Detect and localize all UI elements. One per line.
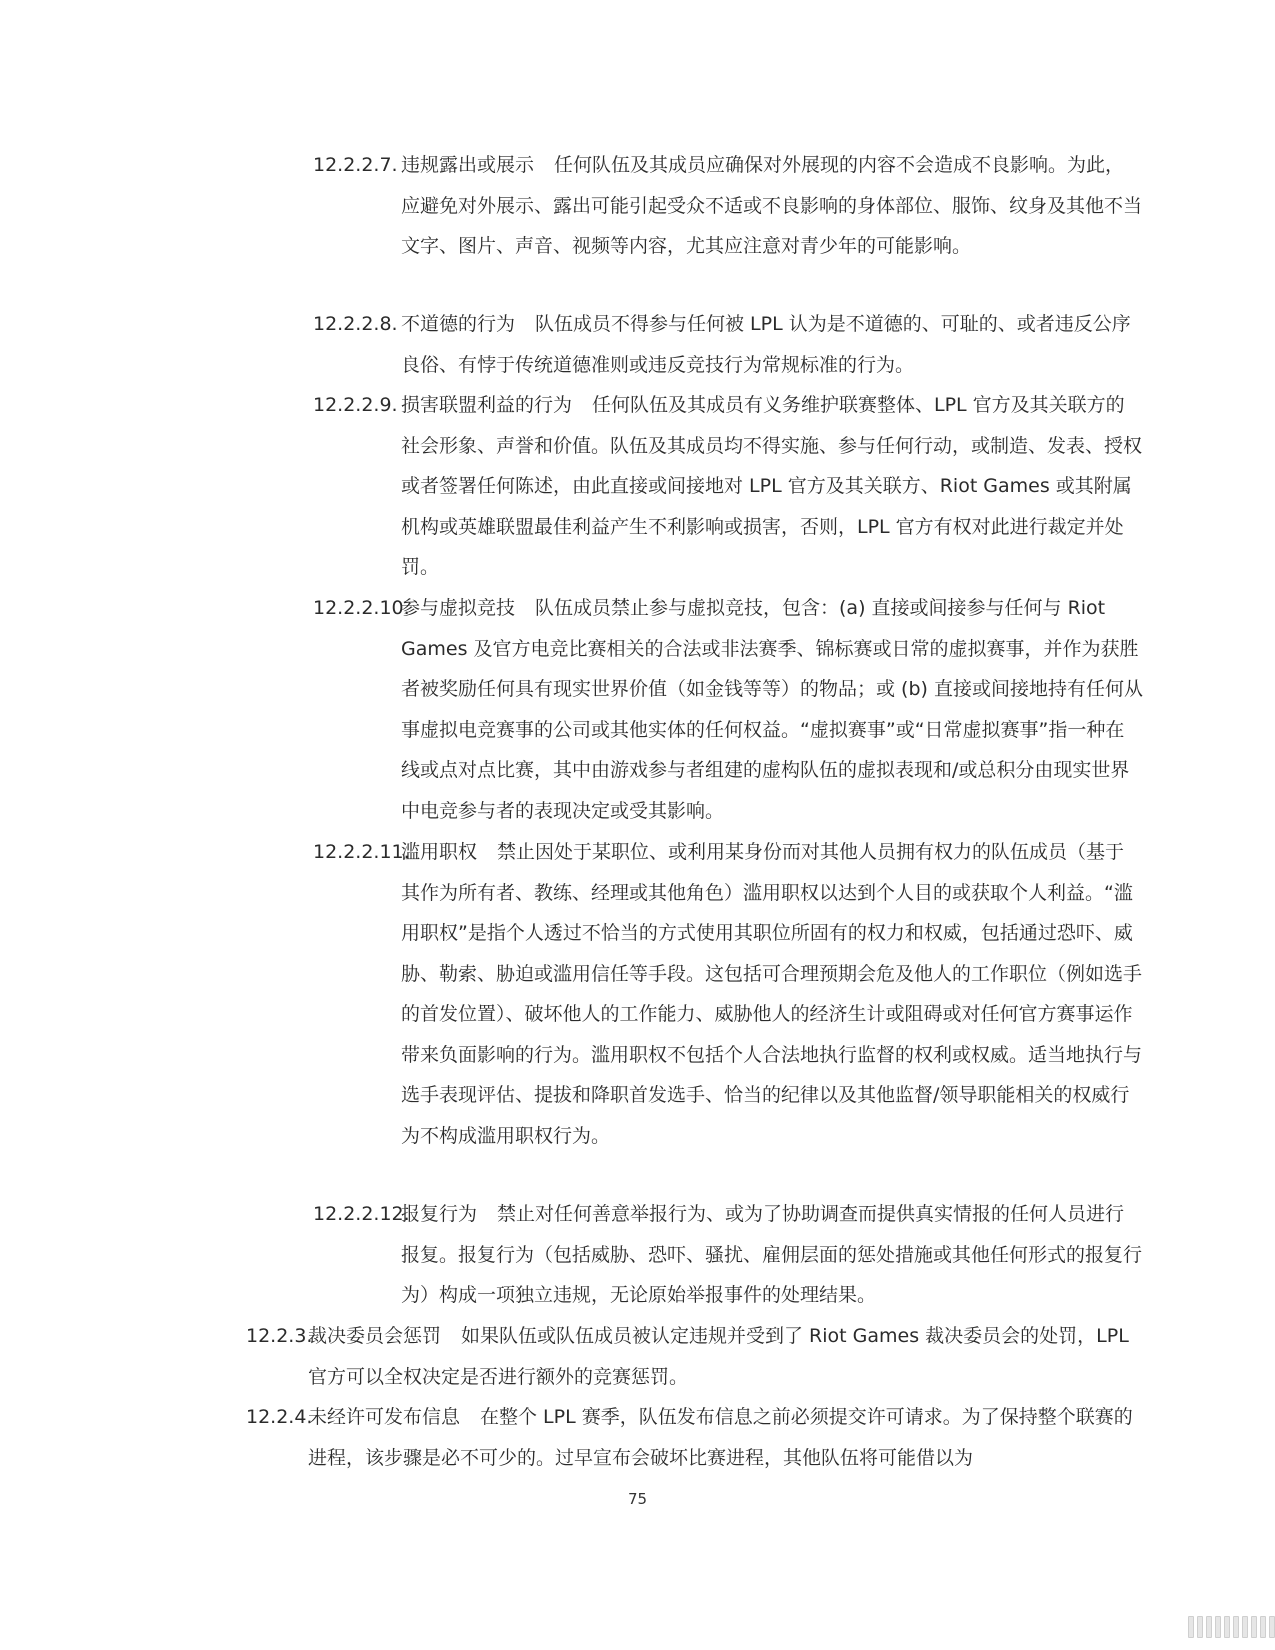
clause-title: 裁决委员会惩罚 [308, 1325, 442, 1347]
clause-12-2-2-8 [313, 304, 1143, 385]
clause-text: 如果队伍或队伍成员被认定违规并受到了 Riot Games 裁决委员会的处罚，LPL 官方可以全权决定是否进行额外的竞赛惩罚。 [308, 1325, 1129, 1388]
clause-text: 任何队伍及其成员有义务维护联赛整体、LPL 官方及其关联方的社会形象、声誉和价值。队伍及其成员均不得实施、参与任何行动，或制造、发表、授权或者签署任何陈述，由此直接或间接地对 LPL 官方及其关联方、Riot Games 或其附属机构或英雄联盟最佳利益产生不利影响或损害，否则，LPL 官方有权对此进行裁定并处罚。 [401, 394, 1143, 578]
watermark-bar [1206, 1616, 1212, 1638]
clause-12-2-3 [246, 1316, 1143, 1397]
clause-title: 报复行为 [401, 1203, 478, 1225]
clause-12-2-2-10 [313, 588, 1143, 831]
clause-body [401, 145, 1143, 267]
clause-number: 12.2.2.10. [313, 597, 410, 619]
clause-number: 12.2.4. [246, 1406, 313, 1428]
clause-body [401, 588, 1143, 831]
clause-12-2-2-11 [313, 832, 1143, 1156]
watermark-bar [1188, 1616, 1194, 1638]
clause-number: 12.2.2.11. [313, 841, 410, 863]
clause-body [401, 832, 1143, 1156]
clause-title: 未经许可发布信息 [308, 1406, 461, 1428]
clause-body [401, 385, 1143, 588]
clause-text: 队伍成员禁止参与虚拟竞技，包含：(a) 直接或间接参与任何与 Riot Games 及官方电竞比赛相关的合法或非法赛季、锦标赛或日常的虚拟赛事，并作为获胜者被奖励任何具有现实世界价值（如金钱等等）的物品；或 (b) 直接或间接地持有任何从事虚拟电竞赛事的公司或其他实体的任何权益。“虚拟赛事”或“日常虚拟赛事”指一种在线或点对点比赛，其中由游戏参与者组建的虚构队伍的虚拟表现和/或总积分由现实世界中电竞参与者的表现决定或受其影响。 [401, 597, 1143, 822]
watermark-bar [1215, 1616, 1221, 1638]
watermark-bars [1188, 1616, 1275, 1638]
clause-body [401, 304, 1143, 385]
watermark-bar [1224, 1616, 1230, 1638]
clause-12-2-2-7 [313, 145, 1143, 267]
watermark-bar [1269, 1616, 1275, 1638]
clause-number: 12.2.2.12. [313, 1203, 410, 1225]
watermark-bar [1251, 1616, 1257, 1638]
clause-number: 12.2.2.9. [313, 394, 398, 416]
clause-12-2-2-12 [313, 1194, 1143, 1316]
clause-text: 禁止因处于某职位、或利用某身份而对其他人员拥有权力的队伍成员（基于其作为所有者、教练、经理或其他角色）滥用职权以达到个人目的或获取个人利益。“滥用职权”是指个人透过不恰当的方式使用其职位所固有的权力和权威，包括通过恐吓、威胁、勒索、胁迫或滥用信任等手段。这包括可合理预期会危及他人的工作职位（例如选手的首发位置）、破坏他人的工作能力、威胁他人的经济生计或阻碍或对任何官方赛事运作带来负面影响的行为。滥用职权不包括个人合法地执行监督的权利或权威。适当地执行与选手表现评估、提拔和降职首发选手、恰当的纪律以及其他监督/领导职能相关的权威行为不构成滥用职权行为。 [401, 841, 1143, 1147]
clause-12-2-4 [246, 1397, 1143, 1478]
watermark-bar [1242, 1616, 1248, 1638]
clause-number: 12.2.2.7. [313, 154, 398, 176]
clause-title: 不道德的行为 [401, 313, 516, 335]
clause-text: 任何队伍及其成员应确保对外展现的内容不会造成不良影响。为此，应避免对外展示、露出可能引起受众不适或不良影响的身体部位、服饰、纹身及其他不当文字、图片、声音、视频等内容，尤其应注意对青少年的可能影响。 [401, 154, 1143, 257]
clause-body [308, 1316, 1143, 1397]
clause-text: 队伍成员不得参与任何被 LPL 认为是不道德的、可耻的、或者违反公序良俗、有悖于传统道德准则或违反竞技行为常规标准的行为。 [401, 313, 1131, 376]
clause-number: 12.2.3. [246, 1325, 313, 1347]
clause-body [401, 1194, 1143, 1316]
clause-text: 禁止对任何善意举报行为、或为了协助调查而提供真实情报的任何人员进行报复。报复行为（包括威胁、恐吓、骚扰、雇佣层面的惩处措施或其他任何形式的报复行为）构成一项独立违规，无论原始举报事件的处理结果。 [401, 1203, 1143, 1306]
page-number: 75 [627, 1490, 648, 1508]
clause-title: 违规露出或展示 [401, 154, 535, 176]
watermark-bar [1197, 1616, 1203, 1638]
watermark-bar [1260, 1616, 1266, 1638]
clause-text: 在整个 LPL 赛季，队伍发布信息之前必须提交许可请求。为了保持整个联赛的进程，该步骤是必不可少的。过早宣布会破坏比赛进程，其他队伍将可能借以为 [308, 1406, 1133, 1469]
clause-title: 参与虚拟竞技 [401, 597, 516, 619]
clause-title: 损害联盟利益的行为 [401, 394, 573, 416]
clause-title: 滥用职权 [401, 841, 478, 863]
clause-number: 12.2.2.8. [313, 313, 398, 335]
clause-body [308, 1397, 1143, 1478]
clause-12-2-2-9 [313, 385, 1143, 588]
watermark-bar [1233, 1616, 1239, 1638]
